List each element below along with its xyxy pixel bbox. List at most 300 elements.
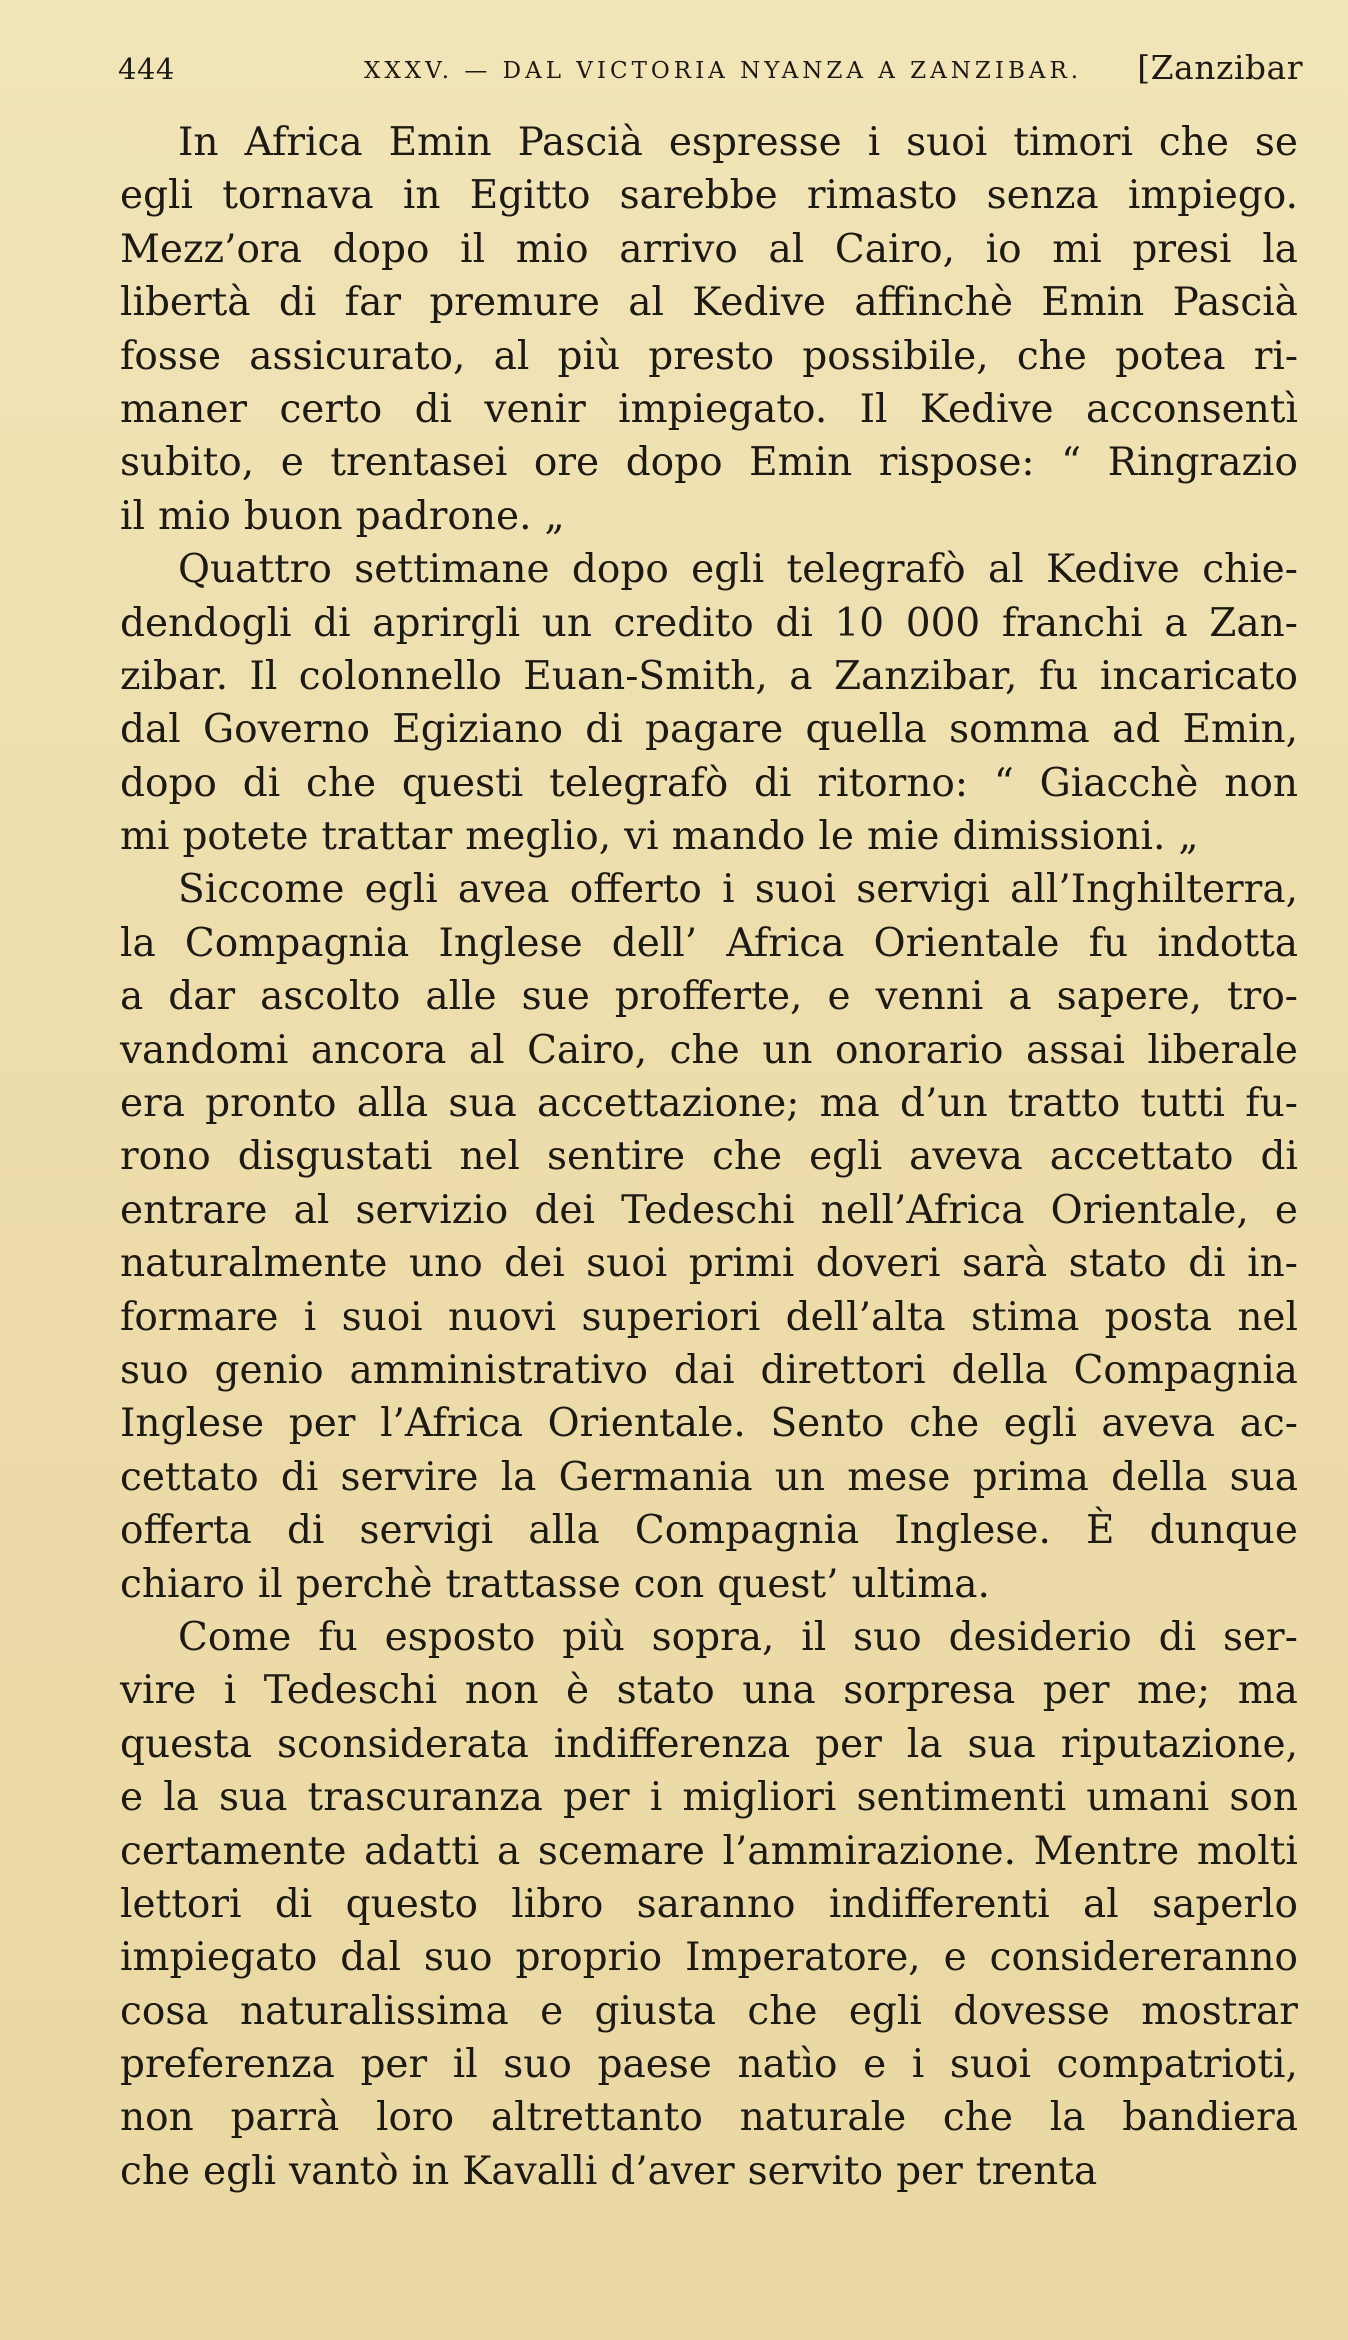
word: con <box>633 1561 705 1607</box>
word: Zanzibar, <box>833 653 1018 699</box>
word: aprirgli <box>372 600 521 646</box>
word: assicurato, <box>249 333 466 379</box>
word: dei <box>504 1241 565 1287</box>
word: mio <box>157 493 231 539</box>
word: che <box>120 2148 191 2194</box>
word: che <box>747 1988 818 2034</box>
word: i <box>303 1294 317 1340</box>
word: mi <box>120 814 170 860</box>
word: di <box>286 1508 325 1554</box>
word: fu <box>318 1614 358 1660</box>
word: preferenza <box>120 2042 335 2088</box>
text-line <box>120 1077 1298 1130</box>
word: nel <box>1237 1294 1298 1340</box>
text-line <box>120 2091 1298 2144</box>
word: settimane <box>354 547 550 593</box>
word: presi <box>1132 226 1232 272</box>
text-line <box>120 1771 1298 1824</box>
word: al <box>988 547 1024 593</box>
text-line <box>120 1931 1298 1984</box>
word: libertà <box>120 280 251 326</box>
word: lettori <box>120 1881 242 1927</box>
word: dunque <box>1149 1508 1298 1554</box>
word: adatti <box>364 1828 480 1874</box>
word: a <box>120 974 144 1020</box>
word: i <box>649 1775 663 1821</box>
text-line <box>120 1825 1298 1878</box>
word: i <box>867 120 881 165</box>
word: onorario <box>834 1027 1004 1073</box>
word: servigi <box>856 867 990 913</box>
text-line <box>120 1558 1298 1611</box>
word: questo <box>345 1881 478 1927</box>
word: fu <box>1038 653 1079 699</box>
word: naturale <box>739 2095 907 2141</box>
word: dopo <box>332 226 430 272</box>
word: un <box>762 1027 813 1073</box>
word: venni <box>875 974 984 1020</box>
word: cettato <box>120 1454 259 1500</box>
word: Emin <box>749 440 853 486</box>
word: uno <box>408 1241 483 1287</box>
word: a <box>1164 600 1188 646</box>
word: migliori <box>682 1775 837 1821</box>
word: “ <box>993 760 1014 806</box>
word: Kedive <box>1046 547 1180 593</box>
word: telegrafò <box>786 547 966 593</box>
word: indifferenza <box>553 1721 791 1767</box>
word: di <box>313 600 351 646</box>
word: i <box>223 1668 237 1714</box>
word: riputazione, <box>1060 1721 1298 1767</box>
word: zibar. <box>120 653 228 699</box>
word: suoi <box>586 1241 668 1287</box>
word: che <box>712 1134 783 1180</box>
word: scemare <box>537 1828 705 1874</box>
word: dell’alta <box>785 1294 946 1340</box>
word: mese <box>847 1454 951 1500</box>
word: mi <box>1052 226 1102 272</box>
word: servigi <box>359 1508 494 1554</box>
word: al <box>628 280 664 326</box>
word: suoi <box>949 2042 1031 2088</box>
word: tratto <box>1007 1081 1121 1127</box>
word: stato <box>1068 1241 1167 1287</box>
text-line <box>120 1184 1298 1237</box>
text-line <box>120 1451 1298 1504</box>
word: trentasei <box>330 440 508 486</box>
word: tutti <box>1140 1081 1225 1127</box>
word: Imperatore, <box>685 1935 921 1981</box>
word: presto <box>648 333 775 379</box>
word: impiegato <box>120 1935 318 1981</box>
word: È <box>1085 1508 1115 1554</box>
word: è <box>566 1668 590 1714</box>
word: suoi <box>754 867 836 913</box>
word: alla <box>356 1081 429 1127</box>
word: fosse <box>120 333 222 379</box>
word: sua <box>448 1081 517 1127</box>
word: bandiera <box>1122 2095 1298 2141</box>
word: Mentre <box>1033 1828 1180 1874</box>
word: ad <box>1112 707 1161 753</box>
word: vantò <box>289 2148 399 2194</box>
word: Egitto <box>469 173 591 219</box>
word: nell’Africa <box>820 1187 1025 1233</box>
word: padrone. <box>355 493 532 539</box>
word: posta <box>1104 1294 1213 1340</box>
word: tro- <box>1227 974 1298 1020</box>
word: sopra, <box>651 1614 775 1660</box>
word: per <box>360 2042 428 2088</box>
word: dovesse <box>953 1988 1110 2034</box>
word: compatrioti, <box>1056 2042 1298 2088</box>
word: aveva <box>909 1134 1023 1180</box>
word: Tedeschi <box>263 1668 438 1714</box>
text-line <box>120 383 1298 436</box>
word: somma <box>949 707 1090 753</box>
word: rispose: <box>878 440 1035 486</box>
word: la <box>1049 2095 1086 2141</box>
word: Kedive <box>919 386 1054 432</box>
word: nel <box>459 1134 520 1180</box>
word: questi <box>401 760 524 806</box>
word: ser- <box>1222 1614 1298 1660</box>
word: di <box>280 1454 319 1500</box>
text-line <box>120 330 1298 383</box>
text-line <box>120 650 1298 703</box>
word: “ <box>1061 440 1082 486</box>
word: superiori <box>581 1294 761 1340</box>
word: suoi <box>341 1294 423 1340</box>
word: di <box>274 1881 313 1927</box>
word: Euan-Smith, <box>523 653 768 699</box>
word: desiderio <box>948 1614 1132 1660</box>
word: l’Africa <box>380 1401 524 1447</box>
text-line <box>120 276 1298 329</box>
text-line <box>120 1130 1298 1183</box>
word: un <box>541 600 592 646</box>
word: stato <box>616 1668 715 1714</box>
word: sconsiderata <box>277 1721 529 1767</box>
word: di <box>775 600 813 646</box>
word: sua <box>219 1775 288 1821</box>
word: prima <box>972 1454 1089 1500</box>
word: far <box>344 280 402 326</box>
word: primi <box>688 1241 795 1287</box>
text-line <box>120 1024 1298 1077</box>
word: timori <box>1013 120 1133 165</box>
word: molti <box>1196 1828 1298 1874</box>
word: cosa <box>120 1988 209 2034</box>
text-line <box>120 1611 1298 1664</box>
word: premure <box>429 280 600 326</box>
place-marker: [Zanzibar <box>1137 48 1303 87</box>
word: Compagnia <box>634 1508 860 1554</box>
word: dal <box>340 1935 401 1981</box>
word: impiego. <box>1127 173 1298 219</box>
word: giusta <box>594 1988 717 2034</box>
word: dopo <box>571 547 669 593</box>
word: Come <box>178 1614 292 1660</box>
word: Governo <box>202 707 370 753</box>
word: al <box>493 333 530 379</box>
word: dopo <box>625 440 723 486</box>
word: Africa <box>244 120 363 165</box>
word: Inglese <box>438 920 583 966</box>
word: di <box>1158 1614 1197 1660</box>
word: Orientale <box>873 920 1060 966</box>
word: Quattro <box>178 547 332 593</box>
text-line <box>120 169 1298 222</box>
word: la <box>120 920 156 966</box>
word: e <box>120 1775 144 1821</box>
word: arrivo <box>619 226 738 272</box>
word: l’ammirazione. <box>722 1828 1017 1874</box>
word: che <box>1016 333 1087 379</box>
word: perchè <box>295 1561 433 1607</box>
text-line <box>120 757 1298 810</box>
word: sapere, <box>1056 974 1203 1020</box>
word: profferte, <box>614 974 803 1020</box>
word: credito <box>613 600 754 646</box>
word: di <box>1260 1134 1298 1180</box>
word: considereranno <box>989 1935 1298 1981</box>
word: ri- <box>1253 333 1298 379</box>
text-line <box>120 1985 1298 2038</box>
word: i <box>911 2042 925 2088</box>
chapter-title: XXXV. — DAL VICTORIA NYANZA A ZANZIBAR. <box>364 58 1083 84</box>
word: e <box>827 974 851 1020</box>
word: stima <box>970 1294 1080 1340</box>
body-text <box>120 116 1298 2198</box>
word: per <box>288 1401 356 1447</box>
word: Mezz’ora <box>120 226 302 272</box>
word: mie <box>866 814 940 860</box>
text-line <box>120 1718 1298 1771</box>
word: son <box>1229 1775 1298 1821</box>
word: non <box>1224 760 1298 806</box>
word: che <box>909 1401 980 1447</box>
text-line <box>120 970 1298 1023</box>
word: non <box>120 2095 194 2141</box>
word: servire <box>340 1454 479 1500</box>
text-line <box>120 1664 1298 1717</box>
word: a <box>497 1828 521 1874</box>
word: le <box>818 814 854 860</box>
word: Inglese. <box>894 1508 1051 1554</box>
word: Egiziano <box>392 707 564 753</box>
word: per <box>896 2148 963 2194</box>
text-line <box>120 2038 1298 2091</box>
word: più <box>557 333 621 379</box>
word: ultima. <box>851 1561 990 1607</box>
word: Emin, <box>1182 707 1298 753</box>
word: parrà <box>230 2095 340 2141</box>
word: che <box>942 2095 1013 2141</box>
word: Pascià <box>1172 280 1298 326</box>
word: naturalissima <box>239 1988 509 2034</box>
word: al <box>768 226 805 272</box>
word: non <box>464 1668 539 1714</box>
word: all’Inghilterra, <box>1010 867 1298 913</box>
word: di <box>242 760 281 806</box>
word: che <box>306 760 377 806</box>
word: chiaro <box>120 1561 245 1607</box>
word: indotta <box>1157 920 1298 966</box>
word: doveri <box>815 1241 941 1287</box>
word: senza <box>986 173 1099 219</box>
word: di <box>585 707 623 753</box>
word: naturalmente <box>120 1241 388 1287</box>
word: saranno <box>636 1881 796 1927</box>
word: Cairo, <box>834 226 955 272</box>
word: egli <box>809 1134 883 1180</box>
word: sua <box>967 1721 1036 1767</box>
word: tornava <box>222 173 374 219</box>
word: me; <box>1136 1668 1211 1714</box>
word: per <box>1042 1668 1110 1714</box>
word: al <box>468 1027 505 1073</box>
word: Tedeschi <box>621 1187 795 1233</box>
word: sentimenti <box>856 1775 1067 1821</box>
word: fu <box>1088 920 1129 966</box>
word: a <box>789 653 813 699</box>
word: d’aver <box>610 2148 735 2194</box>
word: impiegato. <box>618 386 828 432</box>
word: pagare <box>645 707 784 753</box>
word: mando <box>671 814 806 860</box>
word: rono <box>120 1134 211 1180</box>
running-head <box>118 48 1303 100</box>
word: egli <box>120 173 193 219</box>
word: il <box>120 493 145 539</box>
word: Il <box>249 653 278 699</box>
word: Compagnia <box>184 920 410 966</box>
word: alla <box>528 1508 600 1554</box>
word: meglio, <box>465 814 612 860</box>
word: mostrar <box>1141 1988 1298 2034</box>
word: sua <box>1229 1454 1298 1500</box>
word: la <box>500 1454 537 1500</box>
word: mio <box>515 226 589 272</box>
word: Orientale, <box>1050 1187 1249 1233</box>
word: sue <box>521 974 590 1020</box>
word: Sento <box>770 1401 885 1447</box>
word: offerta <box>120 1508 252 1554</box>
word: Inglese <box>120 1401 265 1447</box>
word: al <box>293 1187 330 1233</box>
text-line <box>120 1237 1298 1290</box>
word: in <box>411 2148 450 2194</box>
word: un <box>774 1454 826 1500</box>
word: possibile, <box>802 333 989 379</box>
word: genio <box>214 1347 324 1393</box>
word: e <box>943 1935 967 1981</box>
word: Pascià <box>517 120 643 165</box>
word: natìo <box>737 2042 838 2088</box>
text-line <box>120 223 1298 276</box>
word: quella <box>805 707 927 753</box>
word: „ <box>544 493 565 539</box>
word: della <box>951 1347 1048 1393</box>
word: Zan- <box>1209 600 1298 646</box>
word: ritorno: <box>817 760 968 806</box>
word: acconsentì <box>1086 386 1298 432</box>
word: egli <box>848 1988 922 2034</box>
word: se <box>1254 120 1298 165</box>
word: dal <box>120 707 181 753</box>
word: Giacchè <box>1039 760 1199 806</box>
word: accettazione; <box>536 1081 800 1127</box>
word: Compagnia <box>1073 1347 1298 1393</box>
word: esposto <box>384 1614 536 1660</box>
word: aveva <box>1101 1401 1216 1447</box>
word: il <box>460 226 486 272</box>
word: saperlo <box>1152 1881 1298 1927</box>
word: di <box>754 760 792 806</box>
word: colonnello <box>298 653 502 699</box>
word: amministrativo <box>349 1347 649 1393</box>
word: d’un <box>900 1081 988 1127</box>
word: certamente <box>120 1828 347 1874</box>
word: vi <box>624 814 659 860</box>
page-number: 444 <box>118 52 175 86</box>
word: sorpresa <box>843 1668 1016 1714</box>
word: suo <box>120 1347 189 1393</box>
word: potete <box>182 814 309 860</box>
word: dei <box>534 1187 595 1233</box>
word: sarebbe <box>619 173 778 219</box>
word: trattasse <box>445 1561 621 1607</box>
word: ma <box>819 1081 880 1127</box>
word: ma <box>1237 1668 1298 1714</box>
word: era <box>120 1081 185 1127</box>
word: certo <box>279 386 383 432</box>
word: la <box>163 1775 199 1821</box>
word: Orientale. <box>547 1401 746 1447</box>
word: vire <box>120 1668 197 1714</box>
word: e <box>540 1988 564 2034</box>
word: e <box>1274 1187 1298 1233</box>
word: incaricato <box>1099 653 1298 699</box>
word: suo <box>853 1614 922 1660</box>
word: per <box>815 1721 882 1767</box>
word: ac- <box>1239 1401 1298 1447</box>
word: i <box>722 867 735 913</box>
word: egli <box>691 547 765 593</box>
word: Cairo, <box>527 1027 648 1073</box>
word: trattar <box>321 814 453 860</box>
word: rimasto <box>806 173 958 219</box>
word: per <box>563 1775 630 1821</box>
word: egli <box>364 867 438 913</box>
word: la <box>1262 226 1298 272</box>
word: dopo <box>120 760 217 806</box>
word: sarà <box>961 1241 1048 1287</box>
word: dar <box>168 974 236 1020</box>
text-line <box>120 597 1298 650</box>
word: Kedive <box>692 280 826 326</box>
word: Il <box>859 386 888 432</box>
word: alle <box>425 974 497 1020</box>
word: Germania <box>558 1454 753 1500</box>
word: che <box>1158 120 1229 165</box>
word: avea <box>457 867 550 913</box>
word: affinchè <box>854 280 1013 326</box>
word: telegrafò <box>549 760 729 806</box>
word: Emin <box>1041 280 1145 326</box>
